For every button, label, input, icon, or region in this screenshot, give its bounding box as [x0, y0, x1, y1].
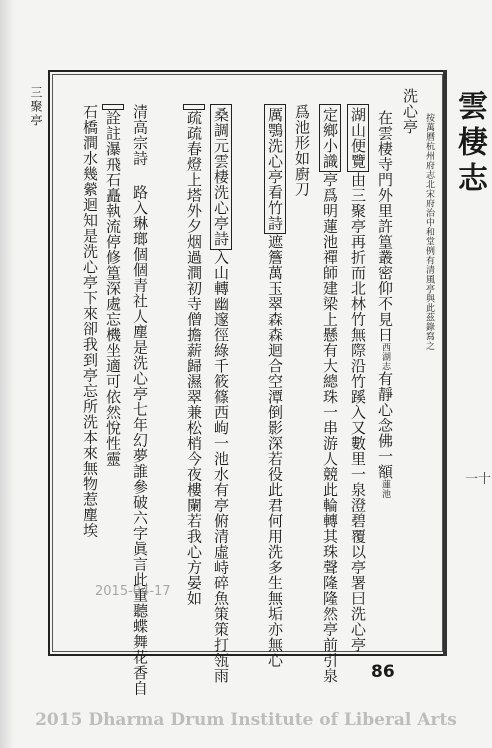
col2-text: 由三聚亭再折而北林竹無際沿竹蹊入又數里一泉澄碧覆以亭署曰洗心亭	[349, 172, 367, 653]
col5-text: 遮簷萬玉翠森森迴合空潭倒影深若役此君何用洗多生無垢亦無心	[266, 234, 284, 668]
poem-title-3: 定鄉小識	[319, 104, 341, 172]
col1-text: 在雲棲寺門外里許篁叢密仰不見日	[376, 110, 394, 343]
text-column-5	[267, 104, 283, 668]
section-heading: 洗心亭	[401, 88, 419, 135]
frame-right-rule	[443, 70, 447, 656]
col7-text: 入山轉幽邃徑綠千筱篠西岣一池水有亭俯清虛峙碎魚策策打瓴雨	[212, 249, 230, 684]
col4-title: 爲池形如廚刀	[293, 104, 311, 197]
watermark: 2015 Dharma Drum Institute of Liberal Arts	[35, 710, 457, 730]
col12-text: 石橋澗水幾縈迴知是洗心亭下來卻我到亭忘所洗本來無物惹塵埃	[81, 104, 99, 538]
col10-text: 清高宗詩 路入琳瑯個個青社人塵是洗心亭七年幻夢誰參破六字眞言此重聽蝶舞花香自	[131, 104, 149, 696]
text-column-7	[213, 104, 229, 684]
col1-source: 西湖志	[380, 342, 390, 371]
side-label: 三聚亭	[29, 86, 43, 128]
text-column-1	[377, 110, 393, 499]
text-column-10	[132, 104, 148, 696]
text-column-2	[350, 104, 366, 653]
text-column-4	[294, 104, 310, 197]
text-column-8	[186, 104, 202, 606]
col3-text: 亭爲明蓮池禪師建梁上懸有大總珠一串游人競此輪轉其珠聲隆隆然亭前引泉	[321, 172, 339, 684]
page-edge-shadow	[0, 0, 14, 748]
date-stamp: 2015-04-17	[95, 584, 171, 599]
poem-title-5: 厲鶚洗心亭看竹詩	[264, 104, 286, 234]
book-title: 雲棲志	[452, 90, 487, 198]
poem-title-7: 桑調元雲棲洗心亭詩	[210, 104, 232, 250]
page-number: 86	[371, 662, 395, 682]
col8-text: 疏疏春燈上塔外夕烟過澗初寺僧擔薪歸濕翠兼松梢今夜樓闌若我心方晏如	[185, 110, 203, 606]
editorial-note: 按萬曆杭州府志北宋府治中和堂例有清風亭與此茲錄寫之	[424, 113, 434, 351]
text-column-12	[82, 104, 98, 538]
col11-text: 詮註瀑飛石矗執流停修篁深處忘機坐適可依然悅性靈	[104, 110, 122, 467]
col1-note: 蓮池	[380, 479, 390, 499]
poem-title-2: 湖山便覽	[347, 104, 369, 172]
text-column-3	[322, 104, 338, 684]
text-column-11	[105, 104, 121, 467]
col1-text2: 有靜心念佛一額	[376, 371, 394, 480]
folio-mark: 一十	[465, 472, 492, 487]
